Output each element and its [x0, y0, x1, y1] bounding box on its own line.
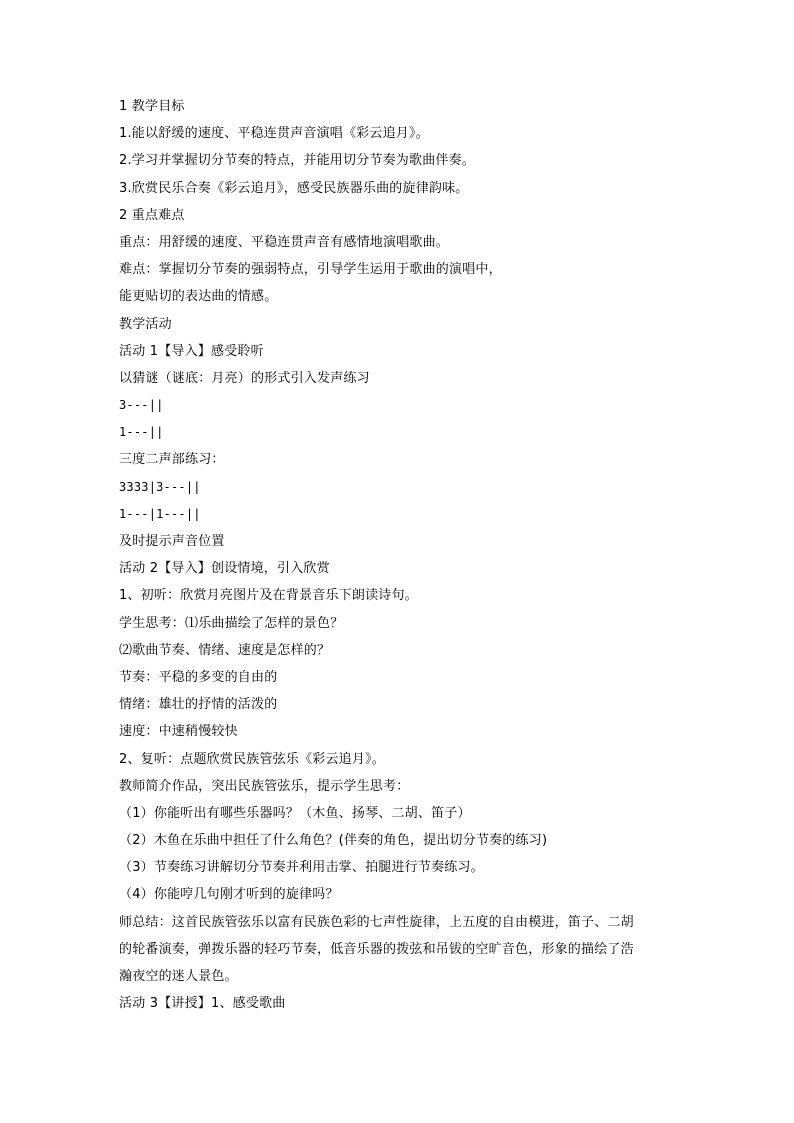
- notation-line: 3333|3---||: [119, 479, 201, 494]
- second-listen: 2、复听：点题欣赏民族管弦乐《彩云追月》。: [119, 751, 385, 767]
- section-heading-activities: 教学活动: [119, 316, 172, 332]
- section-heading-objectives: 1 教学目标: [119, 99, 185, 114]
- student-question-2: ⑵歌曲节奏、情绪、速度是怎样的？: [119, 642, 331, 658]
- difficulty-line-1: 难点：掌握切分节奏的强弱特点，引导学生运用于歌曲的演唱中，: [119, 262, 502, 278]
- teacher-summary-line-3: 瀚夜空的迷人景色。: [119, 969, 238, 984]
- student-question-1: 学生思考：⑴乐曲描绘了怎样的景色？: [119, 615, 344, 631]
- activity-2-heading: 活动 2【导入】创设情境，引入欣赏: [119, 561, 330, 577]
- teacher-summary-line-2: 的轮番演奏，弹拨乐器的轻巧节奏，低音乐器的拨弦和吊钹的空旷音色，形象的描绘了浩: [119, 941, 634, 957]
- first-listen: 1、初听：欣赏月亮图片及在背景音乐下朗读诗句。: [119, 588, 418, 604]
- key-point: 重点：用舒缓的速度、平稳连贯声音有感情地演唱歌曲。: [119, 234, 450, 250]
- objective-2: 2.学习并掌握切分节奏的特点，并能用切分节奏为歌曲伴奏。: [119, 153, 476, 169]
- section-heading-key-points: 2 重点难点: [119, 207, 185, 223]
- activity-1-text: 以猜谜（谜底：月亮）的形式引入发声练习: [119, 370, 370, 386]
- question-item-4: （4）你能哼几句刚才听到的旋律吗？: [119, 887, 339, 903]
- rhythm-options: 节奏：平稳的多变的自由的: [119, 669, 278, 685]
- difficulty-line-2: 能更贴切的表达曲的情感。: [119, 289, 278, 305]
- question-item-3: （3）节奏练习讲解切分节奏并利用击掌、拍腿进行节奏练习。: [119, 860, 484, 876]
- activity-1-heading: 活动 1【导入】感受聆听: [119, 343, 264, 359]
- tempo-options: 速度：中速稍慢较快: [119, 724, 238, 740]
- question-item-1: （1）你能听出有哪些乐器吗？（木鱼、扬琴、二胡、笛子）: [119, 805, 471, 821]
- mood-options: 情绪：雄壮的抒情的活泼的: [119, 697, 278, 713]
- voice-position-reminder: 及时提示声音位置: [119, 534, 225, 549]
- teacher-intro: 教师简介作品，突出民族管弦乐，提示学生思考：: [119, 778, 410, 794]
- question-item-2: （2）木鱼在乐曲中担任了什么角色？(伴奏的角色，提出切分节奏的练习): [119, 833, 548, 849]
- notation-line: 3---||: [119, 398, 164, 413]
- document-body: [119, 93, 679, 1017]
- objective-3: 3.欣赏民乐合奏《彩云追月》，感受民族器乐曲的旋律韵味。: [119, 180, 469, 196]
- teacher-summary-line-1: 师总结：这首民族管弦乐以富有民族色彩的七声性旋律，上五度的自由模进，笛子、二胡: [119, 914, 634, 930]
- notation-line: 1---|1---||: [119, 506, 201, 521]
- objective-1: 1.能以舒缓的速度、平稳连贯声音演唱《彩云追月》。: [119, 126, 429, 142]
- notation-line: 1---||: [119, 425, 164, 440]
- two-part-exercise-label: 三度二声部练习：: [119, 452, 225, 468]
- activity-3-heading: 活动 3【讲授】1、感受歌曲: [119, 996, 286, 1012]
